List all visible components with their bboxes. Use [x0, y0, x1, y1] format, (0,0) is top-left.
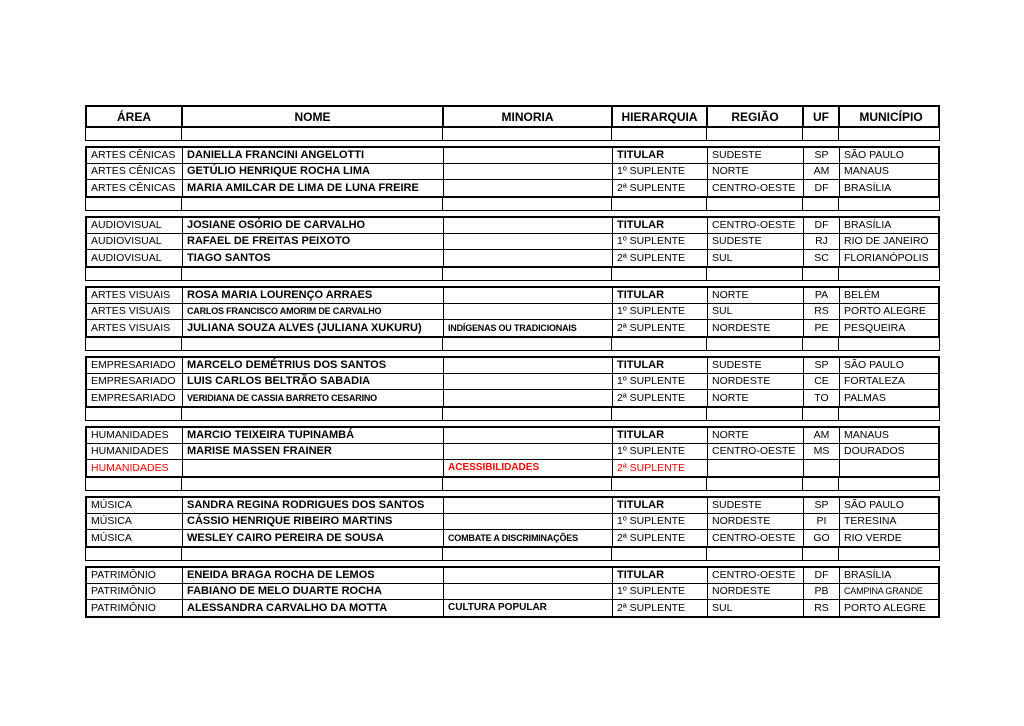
cell-minoria [444, 358, 613, 373]
spacer-cell-minoria [443, 268, 612, 280]
cell-nome: CÁSSIO HENRIQUE RIBEIRO MARTINS [183, 514, 444, 529]
cell-minoria [444, 374, 613, 389]
cell-regiao: NORTE [708, 288, 804, 303]
cell-minoria [444, 304, 613, 319]
cell-municipio: MANAUS [844, 429, 889, 442]
cell-regiao: SUDESTE [708, 358, 804, 373]
cell-hierarquia: 1º SUPLENTE [613, 164, 708, 179]
cell-area: ARTES VISUAIS [87, 288, 183, 303]
cell-nome: ROSA MARIA LOURENÇO ARRAES [183, 288, 444, 303]
cell-regiao: SUDESTE [708, 498, 804, 513]
cell-uf: PB [804, 584, 840, 599]
spacer-cell-hierarquia [612, 338, 707, 350]
table-row [87, 428, 938, 444]
cell-regiao: SUL [708, 304, 804, 319]
cell-municipio: TERESINA [844, 515, 897, 528]
cell-municipio: PORTO ALEGRE [844, 305, 926, 318]
cell-uf: DF [804, 180, 840, 196]
cell-municipio: BRASÍLIA [844, 181, 892, 194]
cell-minoria: COMBATE A DISCRIMINAÇÕES [444, 530, 613, 546]
cell-area: EMPRESARIADO [87, 358, 183, 373]
cell-regiao: SUDESTE [708, 148, 804, 163]
spacer-cell-nome [182, 128, 443, 140]
cell-hierarquia: TITULAR [613, 218, 708, 233]
cell-hierarquia: TITULAR [613, 568, 708, 583]
cell-regiao: CENTRO-OESTE [708, 530, 804, 546]
spacer-cell-municipio [839, 408, 941, 420]
cell-regiao: SUDESTE [708, 234, 804, 249]
category-block [85, 566, 940, 618]
cell-hierarquia: 1º SUPLENTE [613, 374, 708, 389]
category-block [85, 426, 940, 478]
cell-regiao: NORDESTE [708, 374, 804, 389]
cell-nome: MARCIO TEIXEIRA TUPINAMBÁ [183, 428, 444, 443]
cell-hierarquia: 2ª SUPLENTE [613, 390, 708, 406]
cell-nome: MARCELO DEMÉTRIUS DOS SANTOS [183, 358, 444, 373]
spacer-cell-nome [182, 198, 443, 210]
cell-regiao: NORTE [708, 428, 804, 443]
cell-nome: JULIANA SOUZA ALVES (JULIANA XUKURU) [183, 320, 444, 336]
cell-hierarquia: 1º SUPLENTE [613, 234, 708, 249]
cell-hierarquia: TITULAR [613, 358, 708, 373]
table-row [87, 460, 938, 476]
cell-municipio: PORTO ALEGRE [844, 601, 926, 614]
spacer-cell-municipio [839, 548, 941, 560]
cell-hierarquia: 2ª SUPLENTE [613, 320, 708, 336]
cell-area: ARTES CÊNICAS [87, 164, 183, 179]
table-row [87, 600, 938, 616]
results-table [85, 105, 940, 618]
cell-minoria: ACESSIBILIDADES [444, 460, 613, 476]
spacer-row [85, 198, 940, 211]
spacer-cell-municipio [839, 478, 941, 490]
table-row [87, 250, 938, 266]
spacer-cell-nome [182, 478, 443, 490]
cell-regiao: SUL [708, 600, 804, 616]
column-header-minoria: MINORIA [444, 107, 613, 126]
cell-minoria [444, 148, 613, 163]
cell-minoria [444, 444, 613, 459]
spacer-cell-uf [803, 408, 839, 420]
cell-nome: ENEIDA BRAGA ROCHA DE LEMOS [183, 568, 444, 583]
table-row [87, 514, 938, 530]
spacer-cell-area [86, 198, 182, 210]
spacer-cell-regiao [707, 198, 803, 210]
cell-municipio: FLORIANÓPOLIS [844, 251, 929, 264]
spacer-cell-uf [803, 128, 839, 140]
cell-hierarquia: 2ª SUPLENTE [613, 530, 708, 546]
cell-uf: PE [804, 320, 840, 336]
cell-uf: RS [804, 600, 840, 616]
cell-area: AUDIOVISUAL [87, 250, 183, 266]
cell-area: MÚSICA [87, 498, 183, 513]
cell-municipio: BELÉM [844, 289, 880, 302]
cell-area: ARTES CÊNICAS [87, 148, 183, 163]
cell-area: MÚSICA [87, 530, 183, 546]
spacer-cell-uf [803, 338, 839, 350]
cell-uf: DF [804, 568, 840, 583]
spacer-cell-nome [182, 338, 443, 350]
cell-area: EMPRESARIADO [87, 374, 183, 389]
cell-uf: SC [804, 250, 840, 266]
spacer-cell-nome [182, 408, 443, 420]
spacer-cell-area [86, 128, 182, 140]
table-row [87, 320, 938, 336]
cell-minoria [444, 180, 613, 196]
cell-nome: MARIA AMILCAR DE LIMA DE LUNA FREIRE [183, 180, 444, 196]
spacer-cell-minoria [443, 128, 612, 140]
cell-municipio: RIO VERDE [844, 531, 902, 544]
cell-nome: VERIDIANA DE CASSIA BARRETO CESARINO [183, 390, 444, 406]
table-row [87, 444, 938, 460]
cell-uf: SP [804, 148, 840, 163]
cell-nome: FABIANO DE MELO DUARTE ROCHA [183, 584, 444, 599]
cell-nome: DANIELLA FRANCINI ANGELOTTI [183, 148, 444, 163]
cell-municipio: FORTALEZA [844, 375, 905, 388]
spacer-cell-regiao [707, 548, 803, 560]
cell-regiao: NORTE [708, 164, 804, 179]
spacer-row [85, 548, 940, 561]
cell-regiao: NORDESTE [708, 514, 804, 529]
table-row [87, 584, 938, 600]
spacer-cell-regiao [707, 268, 803, 280]
cell-area: PATRIMÔNIO [87, 584, 183, 599]
table-row [87, 304, 938, 320]
spacer-cell-uf [803, 198, 839, 210]
spacer-cell-regiao [707, 128, 803, 140]
spacer-cell-hierarquia [612, 478, 707, 490]
cell-nome: JOSIANE OSÓRIO DE CARVALHO [183, 218, 444, 233]
table-row [87, 288, 938, 304]
cell-regiao [708, 460, 804, 476]
cell-area: HUMANIDADES [87, 460, 183, 476]
column-header-uf: UF [804, 107, 840, 126]
cell-uf: SP [804, 358, 840, 373]
spacer-cell-municipio [839, 198, 941, 210]
column-header-municipio: MUNICÍPIO [859, 109, 923, 124]
table-row [87, 218, 938, 234]
cell-minoria: CULTURA POPULAR [444, 600, 613, 616]
cell-hierarquia: 2ª SUPLENTE [613, 180, 708, 196]
cell-hierarquia: TITULAR [613, 498, 708, 513]
cell-hierarquia: 2ª SUPLENTE [613, 600, 708, 616]
cell-nome: RAFAEL DE FREITAS PEIXOTO [183, 234, 444, 249]
cell-minoria [444, 568, 613, 583]
column-header-regiao: REGIÃO [708, 107, 804, 126]
table-row [87, 568, 938, 584]
cell-municipio: BRASÍLIA [844, 569, 892, 582]
cell-hierarquia: TITULAR [613, 428, 708, 443]
spacer-cell-regiao [707, 338, 803, 350]
cell-uf: AM [804, 428, 840, 443]
spacer-cell-minoria [443, 198, 612, 210]
cell-minoria [444, 288, 613, 303]
cell-municipio: BRASÍLIA [844, 219, 892, 232]
spacer-cell-area [86, 268, 182, 280]
column-header-area: ÁREA [87, 107, 183, 126]
spacer-row [85, 128, 940, 141]
cell-minoria [444, 164, 613, 179]
cell-minoria [444, 250, 613, 266]
cell-nome: SANDRA REGINA RODRIGUES DOS SANTOS [183, 498, 444, 513]
spacer-cell-nome [182, 548, 443, 560]
cell-nome: CARLOS FRANCISCO AMORIM DE CARVALHO [183, 304, 444, 319]
table-body [85, 128, 940, 618]
cell-nome: MARISE MASSEN FRAINER [183, 444, 444, 459]
spacer-cell-hierarquia [612, 408, 707, 420]
table-row [87, 374, 938, 390]
cell-municipio: MANAUS [844, 165, 889, 178]
cell-regiao: CENTRO-OESTE [708, 568, 804, 583]
cell-area: ARTES VISUAIS [87, 304, 183, 319]
cell-municipio [840, 460, 942, 476]
cell-nome: ALESSANDRA CARVALHO DA MOTTA [183, 600, 444, 616]
spacer-cell-uf [803, 478, 839, 490]
cell-uf: PA [804, 288, 840, 303]
table-row [87, 164, 938, 180]
cell-municipio: RIO DE JANEIRO [844, 235, 929, 248]
cell-uf: SP [804, 498, 840, 513]
cell-area: AUDIOVISUAL [87, 234, 183, 249]
cell-area: MÚSICA [87, 514, 183, 529]
spacer-cell-minoria [443, 338, 612, 350]
table-row [87, 180, 938, 196]
cell-minoria [444, 584, 613, 599]
cell-area: HUMANIDADES [87, 428, 183, 443]
cell-municipio: SÃO PAULO [844, 499, 904, 512]
cell-regiao: NORDESTE [708, 320, 804, 336]
cell-minoria [444, 234, 613, 249]
category-block [85, 146, 940, 198]
cell-minoria [444, 514, 613, 529]
cell-municipio: DOURADOS [844, 445, 905, 458]
cell-municipio: PESQUEIRA [844, 321, 906, 334]
spacer-cell-area [86, 338, 182, 350]
spacer-cell-minoria [443, 548, 612, 560]
spacer-cell-area [86, 548, 182, 560]
category-block [85, 356, 940, 408]
cell-uf [804, 460, 840, 476]
spacer-cell-hierarquia [612, 268, 707, 280]
table-row [87, 234, 938, 250]
table-row [87, 358, 938, 374]
spacer-cell-hierarquia [612, 548, 707, 560]
cell-uf: TO [804, 390, 840, 406]
spacer-row [85, 268, 940, 281]
cell-area: AUDIOVISUAL [87, 218, 183, 233]
cell-minoria [444, 498, 613, 513]
column-header-nome: NOME [183, 107, 444, 126]
cell-hierarquia: 1º SUPLENTE [613, 304, 708, 319]
spacer-cell-regiao [707, 478, 803, 490]
table-row [87, 390, 938, 406]
spacer-row [85, 338, 940, 351]
cell-nome: GETÚLIO HENRIQUE ROCHA LIMA [183, 164, 444, 179]
cell-area: PATRIMÔNIO [87, 568, 183, 583]
cell-municipio: PALMAS [844, 391, 886, 404]
spacer-cell-uf [803, 268, 839, 280]
cell-minoria [444, 218, 613, 233]
cell-municipio: SÃO PAULO [844, 359, 904, 372]
category-block [85, 496, 940, 548]
cell-regiao: SUL [708, 250, 804, 266]
spacer-cell-hierarquia [612, 128, 707, 140]
spacer-cell-municipio [839, 338, 941, 350]
table-row [87, 530, 938, 546]
cell-uf: PI [804, 514, 840, 529]
cell-uf: GO [804, 530, 840, 546]
cell-nome [183, 460, 444, 476]
cell-nome: WESLEY CAIRO PEREIRA DE SOUSA [183, 530, 444, 546]
category-block [85, 286, 940, 338]
cell-regiao: NORTE [708, 390, 804, 406]
cell-hierarquia: 1º SUPLENTE [613, 584, 708, 599]
cell-area: PATRIMÔNIO [87, 600, 183, 616]
cell-hierarquia: 2ª SUPLENTE [613, 460, 708, 476]
cell-regiao: CENTRO-OESTE [708, 444, 804, 459]
table-header-row [85, 105, 940, 128]
spacer-cell-municipio [839, 268, 941, 280]
column-header-hierarquia: HIERARQUIA [613, 107, 708, 126]
cell-minoria [444, 428, 613, 443]
cell-area: ARTES CÊNICAS [87, 180, 183, 196]
cell-hierarquia: TITULAR [613, 288, 708, 303]
cell-area: HUMANIDADES [87, 444, 183, 459]
cell-uf: DF [804, 218, 840, 233]
cell-minoria: INDÍGENAS OU TRADICIONAIS [444, 320, 613, 336]
cell-municipio: CAMPINA GRANDE [844, 586, 923, 596]
spacer-cell-municipio [839, 128, 941, 140]
spacer-row [85, 478, 940, 491]
cell-area: ARTES VISUAIS [87, 320, 183, 336]
cell-uf: RJ [804, 234, 840, 249]
cell-minoria [444, 390, 613, 406]
cell-municipio: SÃO PAULO [844, 149, 904, 162]
spacer-cell-nome [182, 268, 443, 280]
cell-uf: RS [804, 304, 840, 319]
spacer-cell-area [86, 478, 182, 490]
cell-regiao: CENTRO-OESTE [708, 218, 804, 233]
table-row [87, 148, 938, 164]
spacer-cell-hierarquia [612, 198, 707, 210]
cell-regiao: NORDESTE [708, 584, 804, 599]
cell-hierarquia: 2ª SUPLENTE [613, 250, 708, 266]
cell-hierarquia: 1º SUPLENTE [613, 514, 708, 529]
cell-hierarquia: TITULAR [613, 148, 708, 163]
cell-uf: CE [804, 374, 840, 389]
spacer-cell-minoria [443, 478, 612, 490]
spacer-cell-uf [803, 548, 839, 560]
cell-area: EMPRESARIADO [87, 390, 183, 406]
spacer-row [85, 408, 940, 421]
cell-nome: LUIS CARLOS BELTRÃO SABADIA [183, 374, 444, 389]
spacer-cell-regiao [707, 408, 803, 420]
cell-regiao: CENTRO-OESTE [708, 180, 804, 196]
cell-uf: MS [804, 444, 840, 459]
spacer-cell-area [86, 408, 182, 420]
cell-uf: AM [804, 164, 840, 179]
spacer-cell-minoria [443, 408, 612, 420]
cell-nome: TIAGO SANTOS [183, 250, 444, 266]
category-block [85, 216, 940, 268]
cell-hierarquia: 1º SUPLENTE [613, 444, 708, 459]
table-row [87, 498, 938, 514]
